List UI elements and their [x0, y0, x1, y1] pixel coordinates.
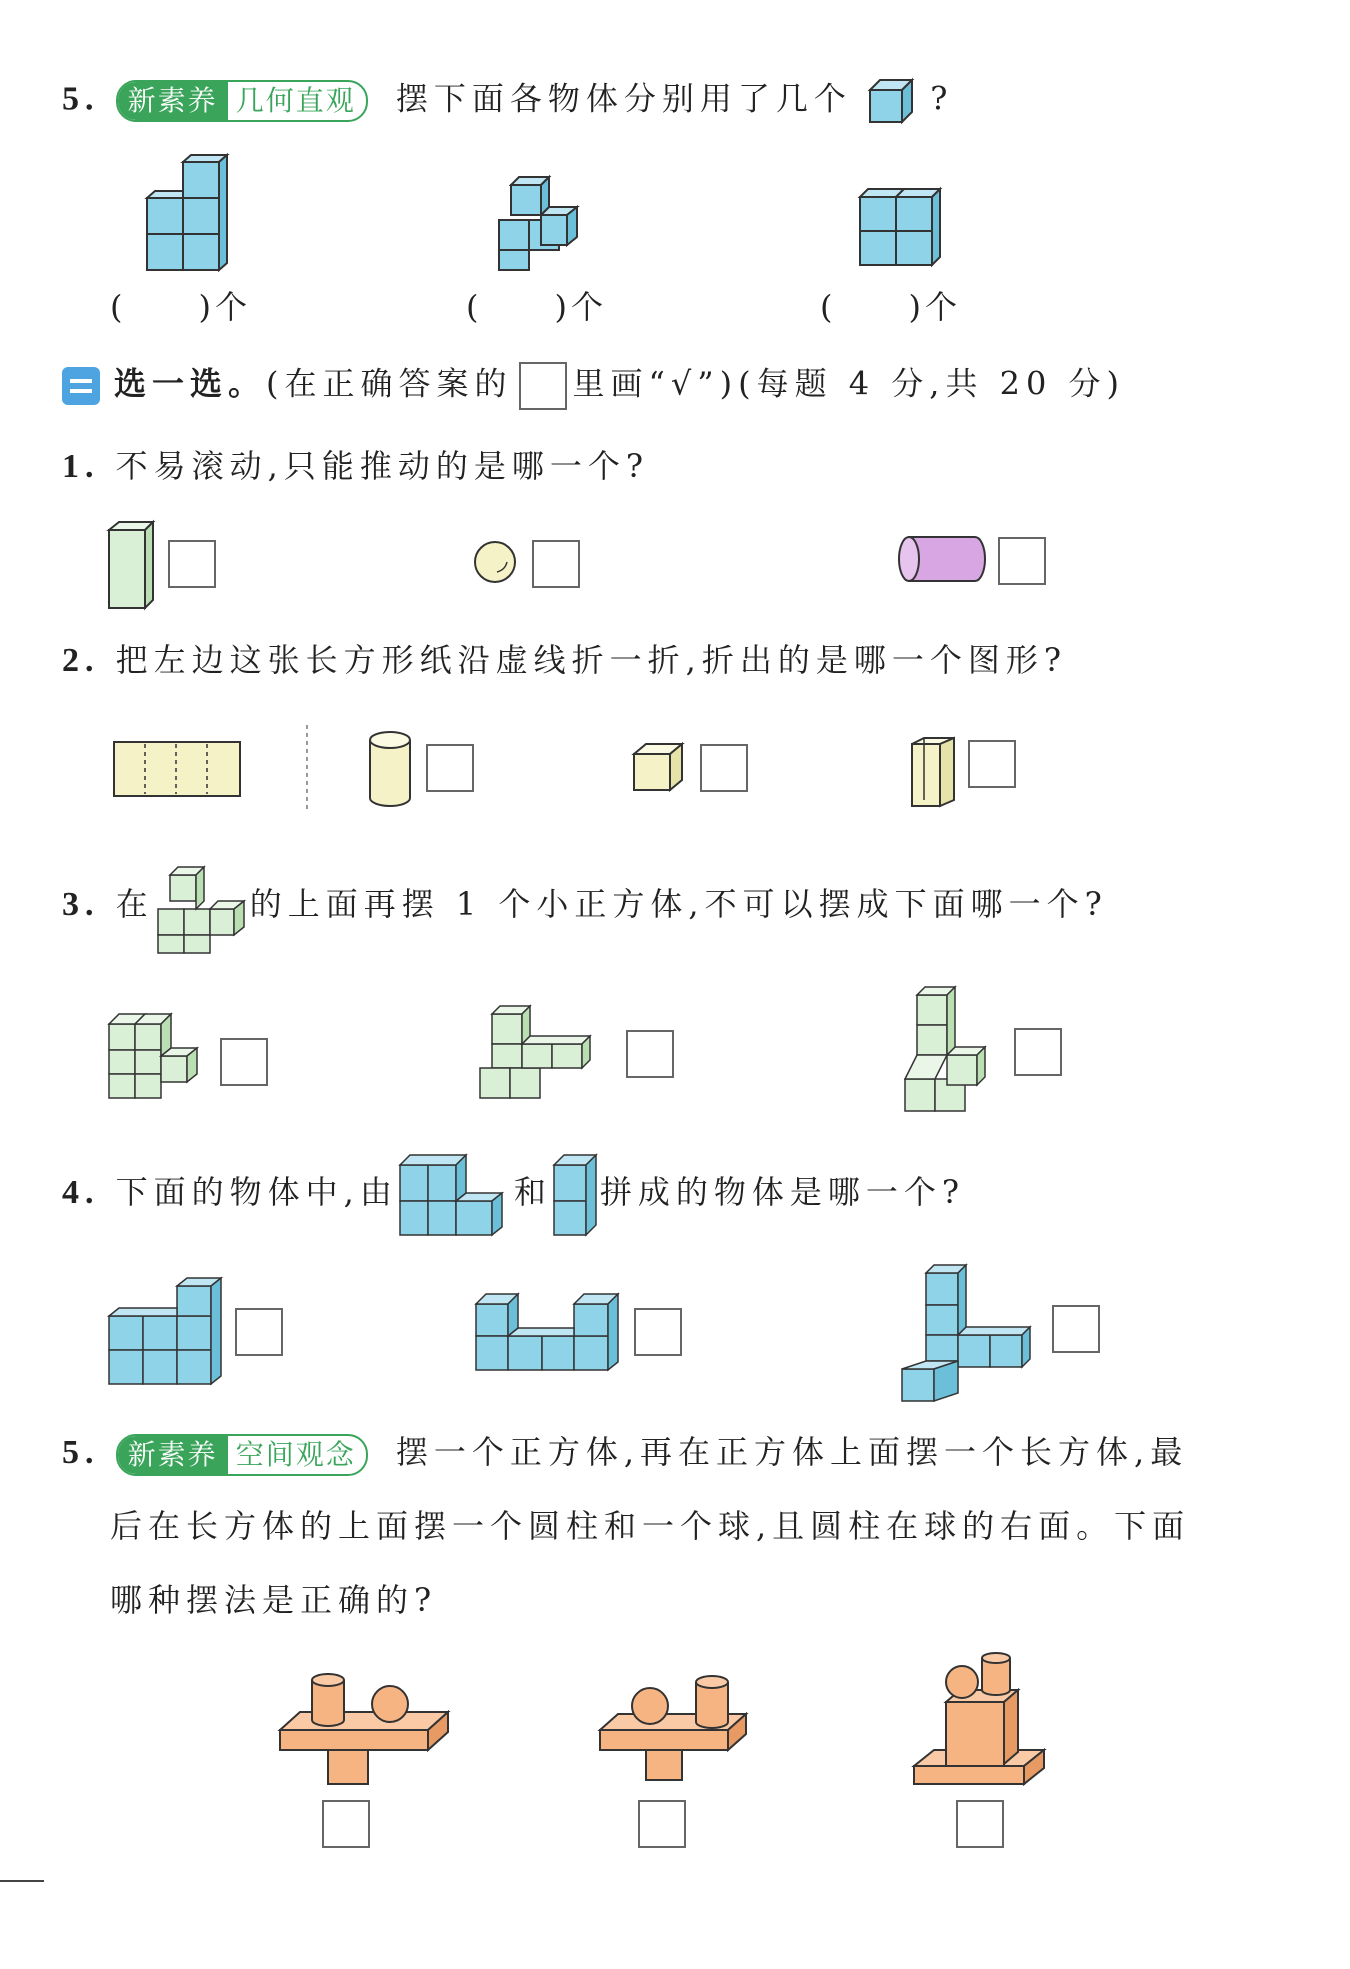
q5b-line-3: 哪种摆法是正确的?: [110, 1581, 438, 1619]
q5a-text-end: ?: [930, 79, 954, 118]
q5a-tag-b: 几何直观: [235, 84, 356, 117]
q1-box-1[interactable]: [168, 540, 216, 588]
q4-box-2[interactable]: [634, 1308, 682, 1356]
q2-number: 2.: [62, 642, 100, 679]
q5b-line-2: 后在长方体的上面摆一个圆柱和一个球,且圆柱在球的右面。下面: [110, 1507, 1191, 1545]
q5a-line: [62, 78, 953, 124]
q1-sphere: [473, 540, 519, 586]
section2-title: 选一选。: [114, 364, 267, 403]
page-corner-line: [0, 1880, 44, 1882]
q4-box-3[interactable]: [1052, 1305, 1100, 1353]
q3-box-3[interactable]: [1014, 1028, 1062, 1076]
q5a-figure-1: [145, 155, 245, 270]
q5b-line-1: [62, 1432, 1188, 1476]
q4-option-2: [474, 1292, 624, 1372]
q2-box-1[interactable]: [426, 744, 474, 792]
q3-number: 3.: [62, 886, 100, 923]
q4-inline-shape-1: [398, 1153, 514, 1237]
q5a-tag: [116, 80, 368, 122]
q2-cylinder: [368, 730, 414, 808]
q5b-box-2[interactable]: [638, 1800, 686, 1848]
q5b-box-1[interactable]: [322, 1800, 370, 1848]
section2-instruction-b: 里画“√”)(每题 4 分,共 20 分): [572, 364, 1126, 403]
q4-box-1[interactable]: [235, 1308, 283, 1356]
q3-option-2: [478, 1002, 618, 1100]
section2-instruction-a: (在正确答案的: [266, 364, 513, 403]
q5b-tag-b: 空间观念: [235, 1437, 356, 1471]
q1-box-3[interactable]: [998, 537, 1046, 585]
q1-text: 不易滚动,只能推动的是哪一个?: [115, 447, 650, 485]
q2-text: 把左边这张长方形纸沿虚线折一折,折出的是哪一个图形?: [115, 641, 1068, 679]
q5a-answer-2[interactable]: ( )个: [466, 288, 607, 326]
q5b-text-1: 摆一个正方体,再在正方体上面摆一个长方体,最: [395, 1433, 1189, 1471]
q5a-figure-2: [497, 175, 597, 270]
q1-box-2[interactable]: [532, 540, 580, 588]
q4-number: 4.: [62, 1174, 100, 1211]
q2-paper: [112, 740, 242, 798]
q3-option-3: [903, 985, 1003, 1113]
q3-box-2[interactable]: [626, 1030, 674, 1078]
answer-box-icon: [519, 362, 567, 410]
q4-line: [62, 1172, 965, 1213]
q5b-option-1: [278, 1668, 448, 1788]
q2-prism: [910, 736, 960, 808]
q3-option-1: [107, 1002, 207, 1100]
q3-inline-cubes: [154, 859, 250, 955]
section2-header: [62, 362, 1125, 410]
q5a-text: 摆下面各物体分别用了几个: [395, 79, 852, 118]
q4-option-3: [900, 1263, 1040, 1403]
q3-line: [62, 884, 1108, 925]
q1-cylinder: [897, 535, 987, 585]
q5a-tag-a: 新素养: [118, 82, 228, 120]
q5b-tag-a: 新素养: [118, 1436, 228, 1474]
q3-text-a: 在: [115, 885, 154, 923]
q4-text-a: 下面的物体中,由: [115, 1173, 398, 1211]
q2-cube: [632, 742, 686, 792]
q1-number: 1.: [62, 448, 100, 485]
q2-divider: [305, 725, 309, 810]
q5b-option-3: [912, 1650, 1052, 1790]
q2-box-3[interactable]: [968, 740, 1016, 788]
small-cube-icon: [868, 78, 914, 124]
q5b-box-3[interactable]: [956, 1800, 1004, 1848]
section-two-icon: [62, 367, 100, 405]
q5b-option-2: [598, 1672, 748, 1782]
q1-cuboid: [107, 520, 157, 610]
q5b-tag: [116, 1434, 368, 1476]
q3-text-b: 的上面再摆 1 个小正方体,不可以摆成下面哪一个?: [249, 885, 1108, 923]
q5a-figure-3: [858, 185, 958, 270]
q5a-answer-3[interactable]: ( )个: [820, 288, 961, 326]
q3-box-1[interactable]: [220, 1038, 268, 1086]
q4-option-1: [107, 1276, 223, 1388]
q5a-number: 5.: [62, 80, 100, 118]
q2-line: [62, 640, 1067, 681]
q4-text-c: 拼成的物体是哪一个?: [599, 1173, 966, 1211]
q4-inline-shape-2: [552, 1153, 600, 1237]
q2-box-2[interactable]: [700, 744, 748, 792]
q5b-number: 5.: [62, 1434, 100, 1471]
q4-text-b: 和: [513, 1173, 552, 1211]
q1-line: [62, 446, 649, 487]
q5a-answer-1[interactable]: ( )个: [110, 288, 251, 326]
